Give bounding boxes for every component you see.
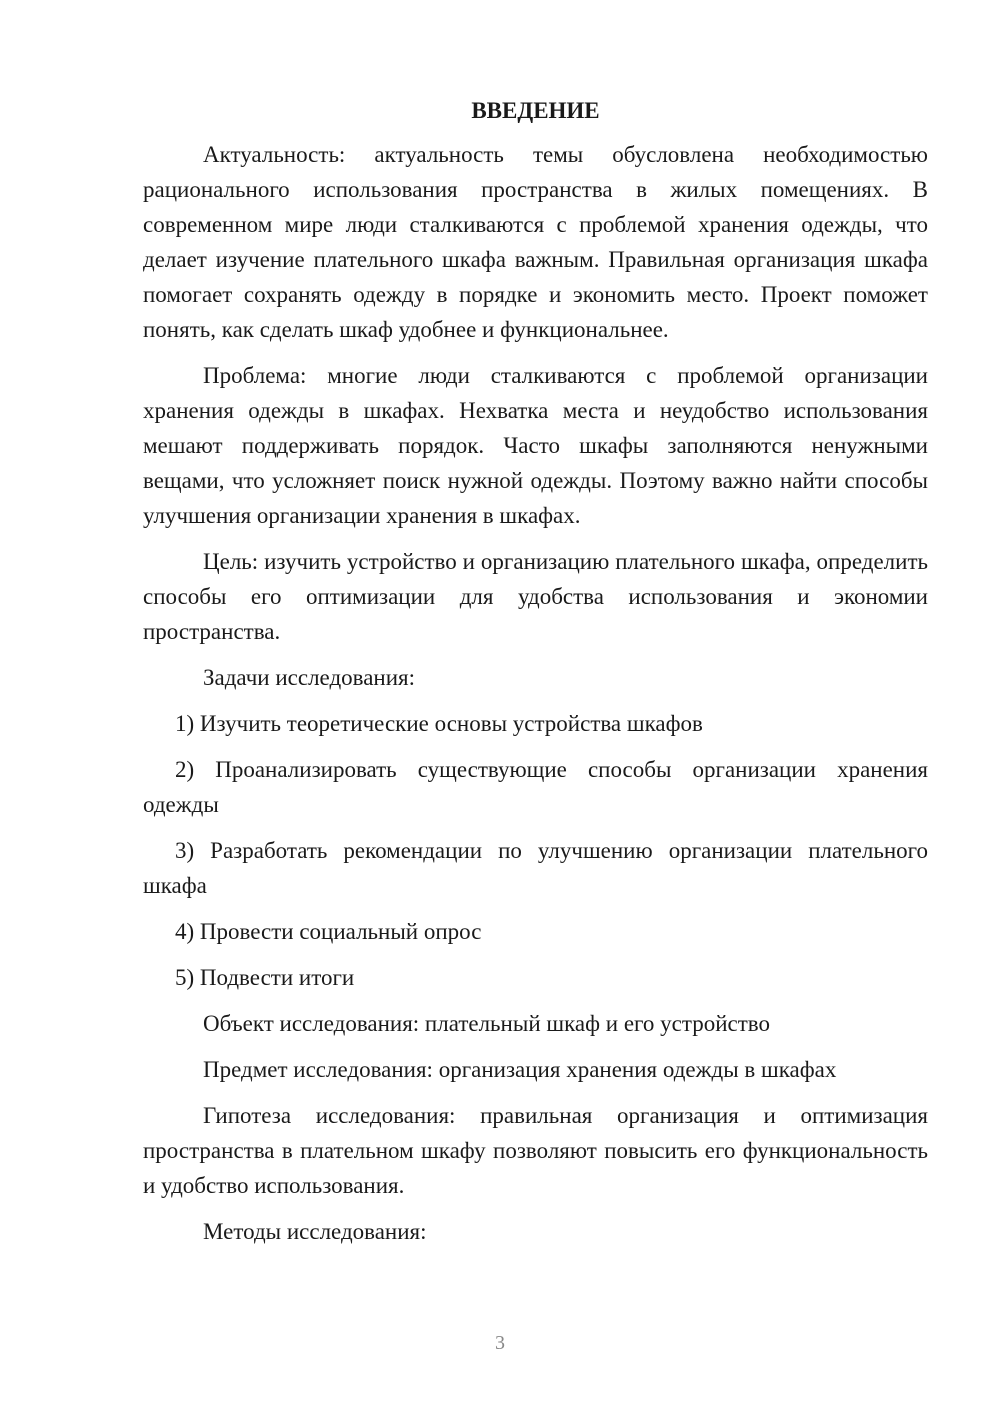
methods-heading: Методы исследования: [203,1219,427,1244]
section-title: ВВЕДЕНИЕ [471,98,600,123]
page-content [143,93,928,1260]
problem-paragraph: Проблема: многие люди сталкиваются с проблемой организации хранения одежды в шкафах. Нехватка места и неудобство использования мешают поддерживать порядок. Часто шкафы заполняются ненужными вещами, что усложняет поиск нужной одежды. Поэтому важно найти способы улучшения организации хранения в шкафах. [143,363,928,528]
task-item-4: 4) Провести социальный опрос [175,919,482,944]
task-item-1: 1) Изучить теоретические основы устройства шкафов [175,711,703,736]
object-paragraph: Объект исследования: плательный шкаф и его устройство [203,1011,770,1036]
subject-paragraph: Предмет исследования: организация хранения одежды в шкафах [203,1057,837,1082]
tasks-heading: Задачи исследования: [203,665,416,690]
page-number: 3 [495,1332,505,1354]
task-item-2: 2) Проанализировать существующие способы организации хранения одежды [143,757,928,817]
task-item-5: 5) Подвести итоги [175,965,355,990]
hypothesis-paragraph: Гипотеза исследования: правильная организация и оптимизация пространства в плательном шкафу позволяют повысить его функциональность и удобство использования. [143,1103,928,1198]
task-item-3: 3) Разработать рекомендации по улучшению организации плательного шкафа [143,838,928,898]
goal-paragraph: Цель: изучить устройство и организацию плательного шкафа, определить способы его оптимизации для удобства использования и экономии пространства. [143,549,928,644]
relevance-paragraph: Актуальность: актуальность темы обусловлена необходимостью рационального использования пространства в жилых помещениях. В современном мире люди сталкиваются с проблемой хранения одежды, что делает изучение плательного шкафа важным. Правильная организация шкафа помогает сохранять одежду в порядке и экономить место. Проект поможет понять, как сделать шкаф удобнее и функциональнее. [143,142,928,342]
